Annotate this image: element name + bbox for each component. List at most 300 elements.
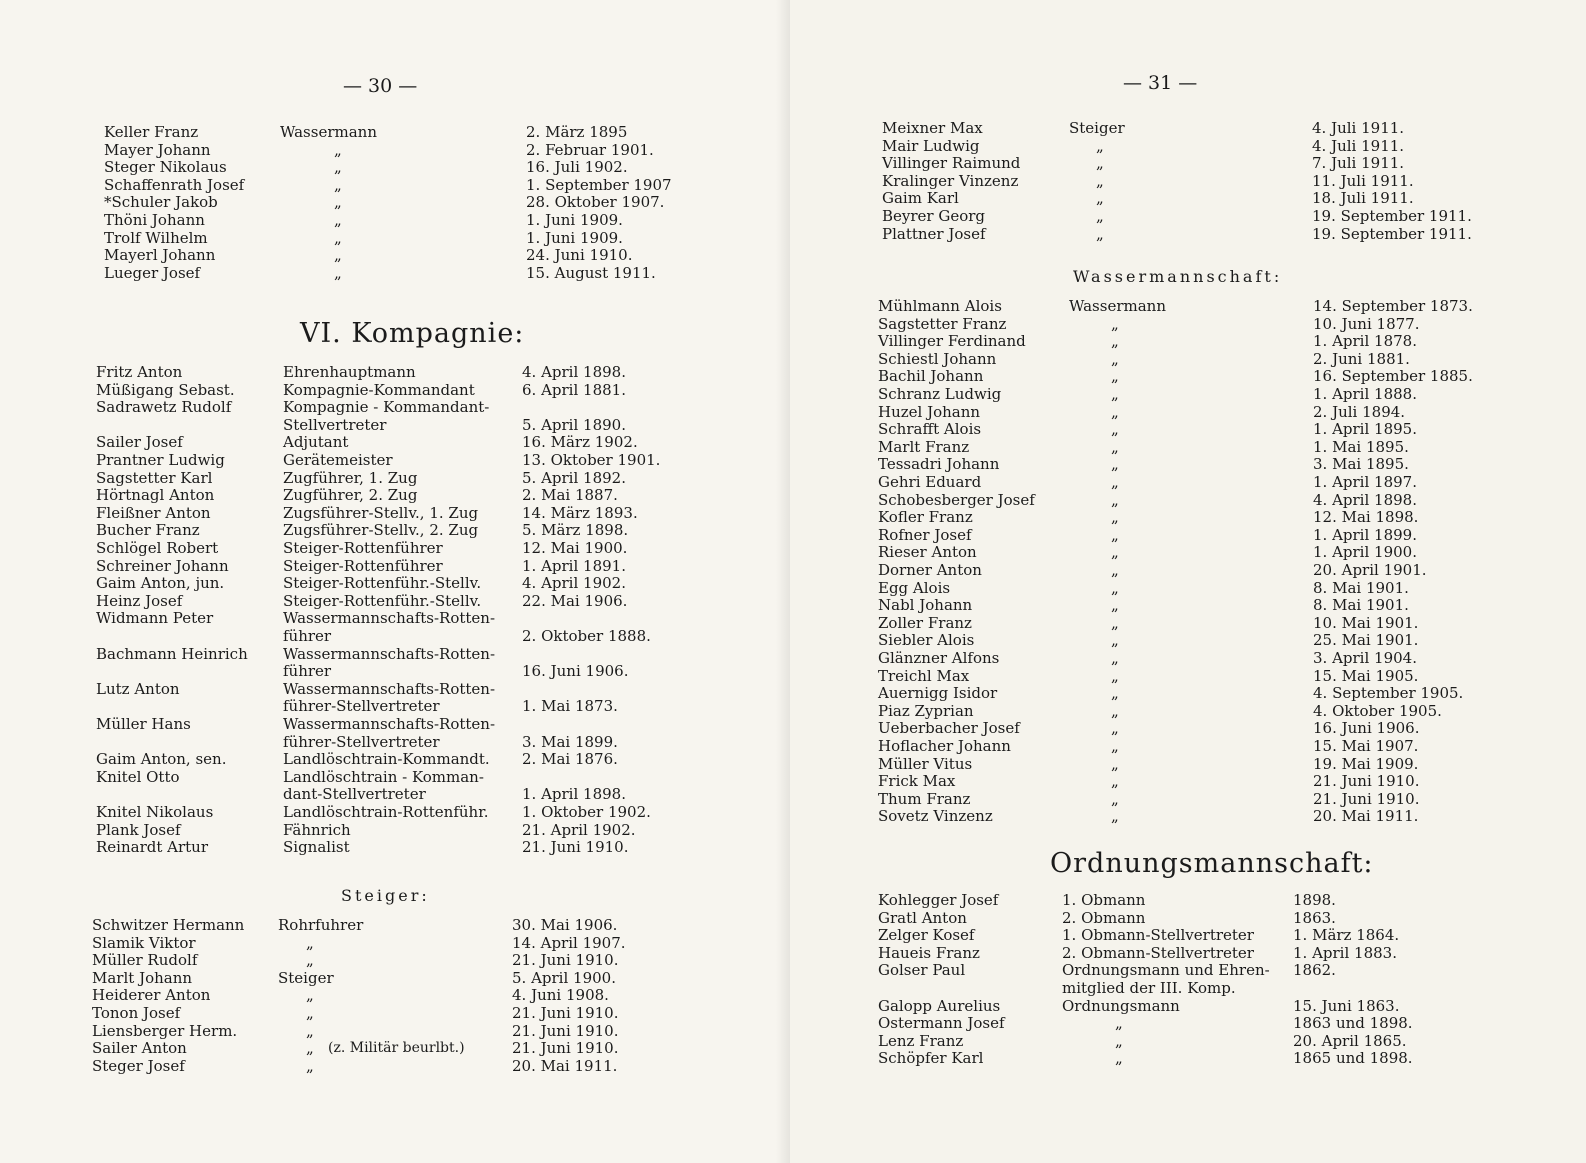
member-name: Plank Josef [96, 820, 181, 839]
ditto-mark: „ [334, 211, 342, 229]
member-date: 1865 und 1898. [1293, 1049, 1413, 1068]
member-name: Haueis Franz [878, 943, 980, 962]
member-role: Wassermann [1069, 297, 1166, 315]
list-row [790, 703, 1586, 720]
member-name: Dorner Anton [878, 561, 982, 579]
list-row [790, 173, 1586, 190]
ditto-mark: „ [334, 158, 342, 177]
member-name: *Schuler Jakob [104, 193, 218, 212]
ditto-mark: „ [1111, 543, 1119, 562]
member-name: Liensberger Herm. [92, 1021, 238, 1040]
member-date: 15. Juni 1863. [1293, 996, 1400, 1015]
list-row [0, 382, 790, 399]
member-date: 4. April 1902. [522, 574, 626, 593]
list-row [790, 138, 1586, 155]
member-date: 4. Juni 1908. [512, 986, 609, 1005]
member-name: Rieser Anton [878, 543, 977, 562]
list-row [0, 716, 790, 733]
member-date: 14. April 1907. [512, 933, 626, 952]
member-date: 3. April 1904. [1313, 649, 1417, 667]
list-row [0, 159, 790, 176]
member-name: Tonon Josef [92, 1004, 181, 1022]
ditto-mark: „ [1111, 420, 1119, 439]
list-row [0, 769, 790, 786]
member-date: 8. Mai 1901. [1313, 578, 1409, 597]
member-date: 1898. [1293, 891, 1336, 909]
member-date: 5. April 1890. [522, 415, 626, 434]
member-date: 1. April 1883. [1293, 943, 1397, 962]
member-role: Steiger-Rottenführer [283, 556, 443, 575]
member-name: Schobesberger Josef [878, 490, 1035, 509]
member-name: Schaffenrath Josef [104, 175, 245, 194]
member-date: 2. Juni 1881. [1313, 349, 1410, 368]
list-row [790, 527, 1586, 544]
ditto-mark: „ [1111, 473, 1119, 491]
member-date: 2. März 1895 [526, 123, 628, 141]
member-role: führer-Stellvertreter [283, 697, 440, 716]
member-date: 1. März 1864. [1293, 926, 1400, 945]
list-row [790, 474, 1586, 491]
ditto-mark: „ [306, 986, 314, 1005]
member-name: Hoflacher Johann [878, 737, 1011, 755]
ditto-mark: „ [306, 1021, 314, 1040]
member-name: Fleißner Anton [96, 503, 211, 522]
member-name: Thum Franz [878, 789, 971, 808]
member-name: Frick Max [878, 772, 956, 791]
member-name: Schranz Ludwig [878, 385, 1002, 403]
member-date: 15. August 1911. [526, 263, 656, 282]
member-date: 1. April 1900. [1313, 543, 1417, 562]
member-date: 15. Mai 1907. [1313, 737, 1419, 755]
member-date: 1. April 1878. [1313, 332, 1417, 351]
list-row [0, 142, 790, 159]
member-date: 30. Mai 1906. [512, 916, 618, 934]
member-date: 4. Juli 1911. [1312, 119, 1405, 137]
ditto-mark: „ [334, 175, 342, 194]
member-date: 21. Juni 1910. [1313, 789, 1420, 808]
list-row [790, 421, 1586, 438]
list-row [790, 120, 1586, 137]
ditto-mark: „ [1111, 737, 1119, 755]
list-row [0, 540, 790, 557]
list-row [790, 439, 1586, 456]
member-role: Wassermannschafts-Rotten- [283, 609, 496, 628]
member-name: Mayer Johann [104, 140, 211, 159]
member-date: 12. Mai 1900. [522, 539, 628, 557]
member-name: Plattner Josef [882, 224, 986, 243]
section-heading-kompagnie: VI. Kompagnie: [300, 318, 525, 349]
member-name: Schwitzer Hermann [92, 916, 245, 934]
list-row [0, 839, 790, 856]
member-date: 2. Juli 1894. [1313, 402, 1406, 421]
member-name: Müller Vitus [878, 754, 973, 773]
list-row [790, 773, 1586, 790]
ditto-mark: „ [1096, 224, 1104, 243]
list-row [0, 917, 790, 934]
member-name: Marlt Franz [878, 437, 970, 456]
ditto-mark: „ [334, 228, 342, 247]
member-name: Lueger Josef [104, 263, 201, 282]
member-date: 21. April 1902. [522, 820, 636, 839]
member-name: Hörtnagl Anton [96, 486, 215, 505]
member-role: Fähnrich [283, 820, 351, 839]
list-row [790, 155, 1586, 172]
member-name: Prantner Ludwig [96, 451, 225, 469]
member-date: 16. September 1885. [1313, 367, 1473, 386]
list-row [0, 786, 790, 803]
member-date: 1863 und 1898. [1293, 1014, 1413, 1033]
member-date: 28. Oktober 1907. [526, 193, 665, 212]
list-row [790, 720, 1586, 737]
member-name: Egg Alois [878, 578, 951, 597]
list-row [0, 646, 790, 663]
list-row [0, 593, 790, 610]
list-row [790, 998, 1586, 1015]
member-name: Müller Rudolf [92, 951, 198, 970]
list-row [0, 124, 790, 141]
member-name: Mühlmann Alois [878, 297, 1002, 315]
list-row [790, 927, 1586, 944]
section-heading-wassermannschaft: Wassermannschaft: [1073, 267, 1283, 286]
member-name: Steger Nikolaus [104, 158, 227, 177]
member-date: 18. Juli 1911. [1312, 189, 1414, 208]
member-name: Villinger Ferdinand [878, 332, 1026, 351]
member-date: 24. Juni 1910. [526, 246, 633, 265]
member-date: 11. Juli 1911. [1312, 171, 1414, 190]
member-role: 2. Obmann [1062, 908, 1146, 927]
member-date: 2. Oktober 1888. [522, 627, 651, 645]
member-name: Lenz Franz [878, 1031, 964, 1050]
page-number-right: — 31 — [1123, 72, 1198, 94]
list-row [790, 1050, 1586, 1067]
list-row [0, 177, 790, 194]
list-row [790, 562, 1586, 579]
member-date: 13. Oktober 1901. [522, 451, 661, 469]
member-date: 10. Juni 1877. [1313, 314, 1420, 333]
member-date: 5. April 1900. [512, 968, 616, 987]
ditto-mark: „ [1111, 754, 1119, 773]
right-page [790, 0, 1586, 1163]
member-name: Müßigang Sebast. [96, 380, 235, 399]
ditto-mark: „ [1111, 367, 1119, 386]
ditto-mark: „ [1111, 789, 1119, 808]
member-name: Fritz Anton [96, 363, 183, 381]
ditto-mark: „ [1111, 385, 1119, 403]
member-name: Reinardt Artur [96, 838, 209, 857]
list-row [790, 492, 1586, 509]
member-date: 15. Mai 1905. [1313, 666, 1419, 685]
list-row [0, 575, 790, 592]
ditto-mark: „ [1115, 1049, 1123, 1068]
list-row [0, 822, 790, 839]
member-date: 19. September 1911. [1312, 224, 1472, 243]
member-role: Landlöschtrain - Komman- [283, 767, 484, 786]
member-date: 12. Mai 1898. [1313, 508, 1419, 527]
list-row [0, 399, 790, 416]
member-date: 21. Juni 1910. [512, 1021, 619, 1040]
ditto-mark: „ [1096, 154, 1104, 173]
list-row [790, 685, 1586, 702]
list-row [790, 544, 1586, 561]
member-name: Trolf Wilhelm [104, 228, 208, 247]
ditto-mark: „ [1111, 631, 1119, 650]
member-name: Knitel Nikolaus [96, 803, 214, 821]
member-name: Villinger Raimund [882, 154, 1021, 173]
list-row [0, 1005, 790, 1022]
list-row [0, 952, 790, 969]
ditto-mark: „ [1111, 578, 1119, 597]
member-date: 21. Juni 1910. [1313, 772, 1420, 791]
ditto-mark: „ [334, 193, 342, 212]
member-date: 1. April 1898. [522, 785, 626, 804]
member-name: Nabl Johann [878, 596, 973, 615]
list-row [790, 226, 1586, 243]
section-heading-ordnungsmannschaft: Ordnungsmannschaft: [1050, 848, 1374, 879]
list-row [0, 1040, 790, 1057]
ditto-mark: „ [1115, 1031, 1123, 1050]
member-role: Ehrenhauptmann [283, 363, 416, 381]
member-date: 16. Juni 1906. [522, 662, 629, 681]
ditto-mark: „ [1111, 508, 1119, 527]
list-row [0, 610, 790, 627]
member-role: führer-Stellvertreter [283, 732, 440, 751]
member-date: 2. Mai 1887. [522, 486, 618, 505]
ditto-mark: „ [1111, 490, 1119, 509]
member-role: Ordnungsmann und Ehren- [1062, 961, 1270, 980]
ditto-mark: „ [1111, 314, 1119, 333]
ditto-mark: „ [1111, 684, 1119, 703]
list-row [790, 808, 1586, 825]
ditto-mark: „ [1111, 402, 1119, 421]
member-name: Kralinger Vinzenz [882, 171, 1019, 190]
ditto-mark: „ [1111, 596, 1119, 615]
list-row [0, 628, 790, 645]
ditto-mark: „ [334, 140, 342, 159]
list-row [790, 980, 1586, 997]
ditto-mark: „ [1111, 772, 1119, 791]
list-row [790, 738, 1586, 755]
member-date: 1. September 1907 [526, 175, 672, 194]
member-name: Gehri Eduard [878, 473, 982, 491]
left-page [0, 0, 790, 1163]
member-role: Zugsführer-Stellv., 1. Zug [283, 503, 479, 522]
list-row [0, 194, 790, 211]
member-name: Rofner Josef [878, 525, 972, 544]
ditto-mark: „ [306, 933, 314, 952]
member-date: 1. Oktober 1902. [522, 803, 651, 821]
ditto-mark: „ [1111, 349, 1119, 368]
member-name: Heinz Josef [96, 591, 183, 610]
list-row [0, 230, 790, 247]
member-date: 20. April 1901. [1313, 561, 1427, 579]
member-role: Signalist [283, 838, 350, 857]
member-role: Kompagnie - Kommandant- [283, 398, 490, 417]
member-role: Steiger-Rottenführ.-Stellv. [283, 574, 482, 593]
member-role: Kompagnie-Kommandant [283, 380, 475, 399]
ditto-mark: „ [1115, 1014, 1123, 1033]
list-row [0, 417, 790, 434]
list-row [790, 333, 1586, 350]
member-role: Wassermannschafts-Rotten- [283, 679, 496, 698]
list-row [0, 522, 790, 539]
list-row [790, 892, 1586, 909]
member-role: Ordnungsmann [1062, 996, 1180, 1015]
member-date: 1863. [1293, 908, 1336, 927]
list-row [790, 945, 1586, 962]
member-name: Sadrawetz Rudolf [96, 398, 232, 417]
list-row [790, 509, 1586, 526]
member-name: Knitel Otto [96, 767, 180, 786]
member-date: 4. Oktober 1905. [1313, 701, 1442, 720]
ditto-mark: „ [1111, 613, 1119, 632]
list-row [0, 212, 790, 229]
member-name: Slamik Viktor [92, 933, 196, 952]
member-name: Ostermann Josef [878, 1014, 1005, 1033]
member-name: Müller Hans [96, 715, 191, 733]
member-name: Zoller Franz [878, 613, 972, 632]
member-name: Heiderer Anton [92, 986, 211, 1005]
member-name: Gaim Karl [882, 189, 959, 208]
list-row [0, 452, 790, 469]
ditto-mark: „ [1096, 136, 1104, 155]
member-name: Sovetz Vinzenz [878, 807, 993, 826]
member-name: Widmann Peter [96, 609, 214, 628]
member-date: 4. April 1898. [522, 363, 626, 381]
list-row [0, 698, 790, 715]
member-role: Zugsführer-Stellv., 2. Zug [283, 521, 479, 540]
member-name: Schrafft Alois [878, 420, 982, 439]
member-name: Sagstetter Franz [878, 314, 1007, 333]
member-role: Wassermannschafts-Rotten- [283, 715, 496, 733]
section-heading-steiger: Steiger: [341, 886, 430, 905]
list-row [790, 597, 1586, 614]
member-date: 5. März 1898. [522, 521, 629, 540]
member-role: Rohrfuhrer [278, 916, 364, 934]
member-role: Wassermann [280, 123, 377, 141]
list-row [0, 558, 790, 575]
ditto-mark: „ [306, 1004, 314, 1022]
list-row [0, 751, 790, 768]
member-date: 22. Mai 1906. [522, 591, 628, 610]
member-date: 21. Juni 1910. [512, 951, 619, 970]
member-date: 20. Mai 1911. [512, 1056, 618, 1075]
member-name: Schiestl Johann [878, 349, 997, 368]
member-name: Marlt Johann [92, 968, 193, 987]
member-date: 1. Juni 1909. [526, 211, 623, 229]
member-role: Zugführer, 1. Zug [283, 468, 418, 487]
ditto-mark: „ [1096, 189, 1104, 208]
list-row [0, 247, 790, 264]
list-row [790, 615, 1586, 632]
member-date: 19. September 1911. [1312, 207, 1472, 225]
member-name: Schreiner Johann [96, 556, 229, 575]
member-role: dant-Stellvertreter [283, 785, 426, 804]
list-row [790, 456, 1586, 473]
member-name: Bachil Johann [878, 367, 984, 386]
member-date: 1. April 1897. [1313, 473, 1417, 491]
member-role: Steiger [278, 968, 334, 987]
member-role: Adjutant [283, 433, 349, 452]
list-row [0, 804, 790, 821]
member-name: Bucher Franz [96, 521, 200, 540]
member-date: 1. Mai 1873. [522, 697, 618, 716]
list-row [0, 434, 790, 451]
member-name: Huzel Johann [878, 402, 981, 421]
list-row [790, 368, 1586, 385]
list-row [0, 663, 790, 680]
member-name: Golser Paul [878, 961, 966, 980]
member-date: 1. April 1888. [1313, 385, 1417, 403]
member-name: Treichl Max [878, 666, 970, 685]
ditto-mark: „ [1111, 437, 1119, 456]
member-name: Ueberbacher Josef [878, 719, 1020, 738]
member-role: Gerätemeister [283, 451, 393, 469]
member-name: Sagstetter Karl [96, 468, 213, 487]
member-name: Kohlegger Josef [878, 891, 999, 909]
list-row [790, 650, 1586, 667]
member-role: Steiger-Rottenführer [283, 539, 443, 557]
member-date: 1862. [1293, 961, 1336, 980]
member-role: führer [283, 627, 332, 645]
list-row [790, 580, 1586, 597]
list-row [790, 298, 1586, 315]
ditto-mark: „ [1111, 666, 1119, 685]
member-role: 1. Obmann [1062, 891, 1146, 909]
member-name: Mayerl Johann [104, 246, 216, 265]
list-row [790, 632, 1586, 649]
member-date: 21. Juni 1910. [512, 1039, 619, 1058]
member-name: Tessadri Johann [878, 455, 1000, 474]
member-name: Schlögel Robert [96, 539, 219, 557]
list-row [0, 935, 790, 952]
member-role: Steiger [1069, 119, 1125, 137]
member-date: 14. März 1893. [522, 503, 638, 522]
member-name: Beyrer Georg [882, 207, 986, 225]
member-date: 1. Mai 1895. [1313, 437, 1409, 456]
list-row [0, 364, 790, 381]
ditto-mark: „ [1111, 455, 1119, 474]
ditto-mark: „ [1111, 719, 1119, 738]
member-date: 8. Mai 1901. [1313, 596, 1409, 615]
member-date: 2. Mai 1876. [522, 750, 618, 769]
ditto-mark: „ [1111, 701, 1119, 720]
ditto-mark: „ [306, 1056, 314, 1075]
member-name: Galopp Aurelius [878, 996, 1001, 1015]
list-row [790, 386, 1586, 403]
ditto-mark: „ [1111, 649, 1119, 667]
list-row [0, 1023, 790, 1040]
member-role: 1. Obmann-Stellvertreter [1062, 926, 1254, 945]
member-date: 1. Juni 1909. [526, 228, 623, 247]
list-row [790, 316, 1586, 333]
member-name: Sailer Anton [92, 1039, 187, 1058]
list-row [790, 962, 1586, 979]
list-row [0, 987, 790, 1004]
member-date: 16. Juli 1902. [526, 158, 628, 177]
member-role: mitglied der III. Komp. [1062, 979, 1236, 997]
ditto-mark: „ [1096, 207, 1104, 225]
member-name: Meixner Max [882, 119, 983, 137]
list-row [790, 351, 1586, 368]
member-date: 16. Juni 1906. [1313, 719, 1420, 738]
member-name: Schöpfer Karl [878, 1049, 984, 1068]
member-role: 2. Obmann-Stellvertreter [1062, 943, 1254, 962]
member-date: 4. Juli 1911. [1312, 136, 1405, 155]
member-date: 20. Mai 1911. [1313, 807, 1419, 826]
member-note: (z. Militär beurlbt.) [328, 1040, 465, 1057]
list-row [0, 505, 790, 522]
member-name: Lutz Anton [96, 679, 180, 698]
